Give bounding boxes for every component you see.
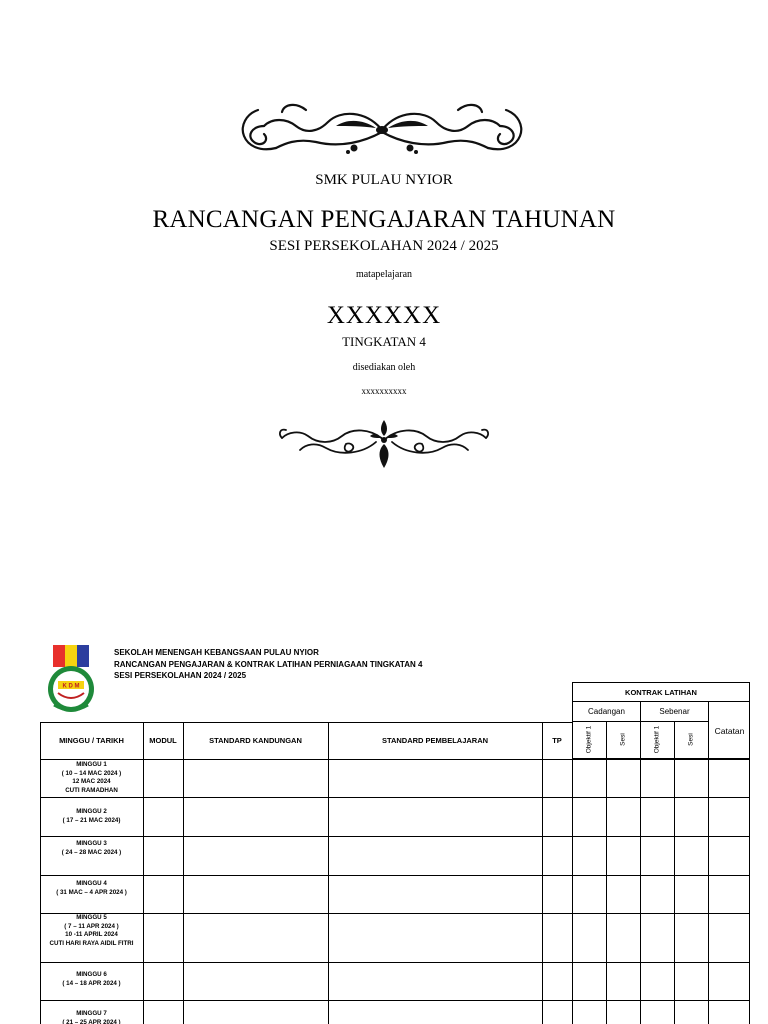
table-row	[40, 962, 750, 963]
col-line	[674, 722, 675, 1024]
week-line: MINGGU 5	[76, 914, 107, 921]
cover-school-name: SMK PULAU NYIOR	[315, 172, 453, 188]
week-line: CUTI HARI RAYA AIDIL FITRI	[49, 939, 134, 947]
week-line: MINGGU 4	[76, 880, 107, 887]
table-row	[40, 797, 750, 798]
cover-main-title: RANCANGAN PENGAJARAN TAHUNAN	[152, 206, 616, 233]
week-line: ( 31 MAC – 4 APR 2024 )	[56, 888, 127, 896]
document-header	[114, 647, 422, 682]
week-line: CUTI RAMADHAN	[65, 786, 118, 794]
week-line: MINGGU 6	[76, 971, 107, 978]
header-session-line: SESI PERSEKOLAHAN 2024 / 2025	[114, 671, 247, 680]
table-row	[40, 759, 750, 760]
col-line	[606, 722, 607, 1024]
week-cell-6	[40, 971, 143, 988]
week-cell-1	[40, 761, 143, 795]
week-line: ( 24 – 28 MAC 2024 )	[61, 848, 122, 856]
week-line: ( 21 – 25 APR 2024 )	[62, 1018, 121, 1024]
col-line	[640, 722, 641, 1024]
week-line: 12 MAC 2024	[72, 778, 111, 786]
week-line: MINGGU 1	[76, 761, 107, 768]
header-standard-kandungan: STANDARD KANDUNGAN	[209, 736, 302, 745]
week-line: 10 -11 APRIL 2024	[65, 931, 118, 939]
col-line	[542, 722, 543, 1024]
header-school-line: SEKOLAH MENENGAH KEBANGSAAN PULAU NYIOR	[114, 648, 319, 657]
flourish-ornament-top-icon	[236, 96, 528, 160]
week-cell-5	[40, 914, 143, 948]
cover-prepared-by: xxxxxxxxxx	[361, 386, 407, 396]
flourish-ornament-bottom-icon	[276, 418, 492, 472]
table-row	[40, 913, 750, 914]
week-line: MINGGU 3	[76, 840, 107, 847]
col-line	[183, 722, 184, 1024]
col-line	[328, 722, 329, 1024]
col-line	[572, 722, 573, 1024]
cadangan-label: Cadangan	[573, 702, 641, 722]
cover-session: SESI PERSEKOLAHAN 2024 / 2025	[269, 238, 499, 254]
table-row	[40, 1000, 750, 1001]
header-standard-pembelajaran: STANDARD PEMBELAJARAN	[381, 736, 489, 745]
header-modul: MODUL	[149, 736, 177, 745]
header-tp: TP	[552, 736, 562, 745]
table-border-top	[40, 722, 572, 723]
cover-prepared-label: disediakan oleh	[352, 362, 416, 373]
lesson-plan-table	[40, 722, 750, 1024]
header-minggu: MINGGU / TARIKH	[59, 736, 124, 745]
table-row	[40, 836, 750, 837]
col-line	[143, 722, 144, 1024]
week-cell-4	[40, 880, 143, 897]
week-cell-7	[40, 1010, 143, 1024]
week-line: ( 14 – 18 APR 2024 )	[62, 979, 121, 987]
col-line	[749, 722, 750, 1024]
school-logo-icon	[44, 645, 98, 713]
cover-form-level: TINGKATAN 4	[342, 334, 426, 349]
cadangan-objektif-label: Objektif 1	[585, 725, 593, 754]
cadangan-sesi-label: Sesi	[619, 733, 627, 746]
sebenar-sesi-label: Sesi	[687, 733, 695, 746]
week-line: ( 17 – 21 MAC 2024)	[62, 816, 121, 824]
cover-subject: XXXXXX	[326, 302, 442, 329]
catatan-label: Catatan	[714, 726, 745, 736]
sebenar-objektif-label: Objektif 1	[653, 725, 661, 754]
week-line: MINGGU 7	[76, 1010, 107, 1017]
week-line: ( 7 – 11 APR 2024 )	[64, 922, 119, 930]
sebenar-label: Sebenar	[641, 702, 709, 722]
svg-text:K D M: K D M	[62, 683, 80, 690]
header-plan-line: RANCANGAN PENGAJARAN & KONTRAK LATIHAN PERNIAGAAN TINGKATAN 4	[114, 659, 423, 669]
cover-subject-label: matapelajaran	[355, 269, 413, 280]
col-line	[708, 722, 709, 1024]
table-row	[40, 875, 750, 876]
kontrak-title: KONTRAK LATIHAN	[573, 683, 749, 702]
week-cell-2	[40, 808, 143, 825]
week-cell-3	[40, 840, 143, 857]
week-line: ( 10 – 14 MAC 2024 )	[61, 769, 122, 777]
week-line: MINGGU 2	[76, 808, 107, 815]
